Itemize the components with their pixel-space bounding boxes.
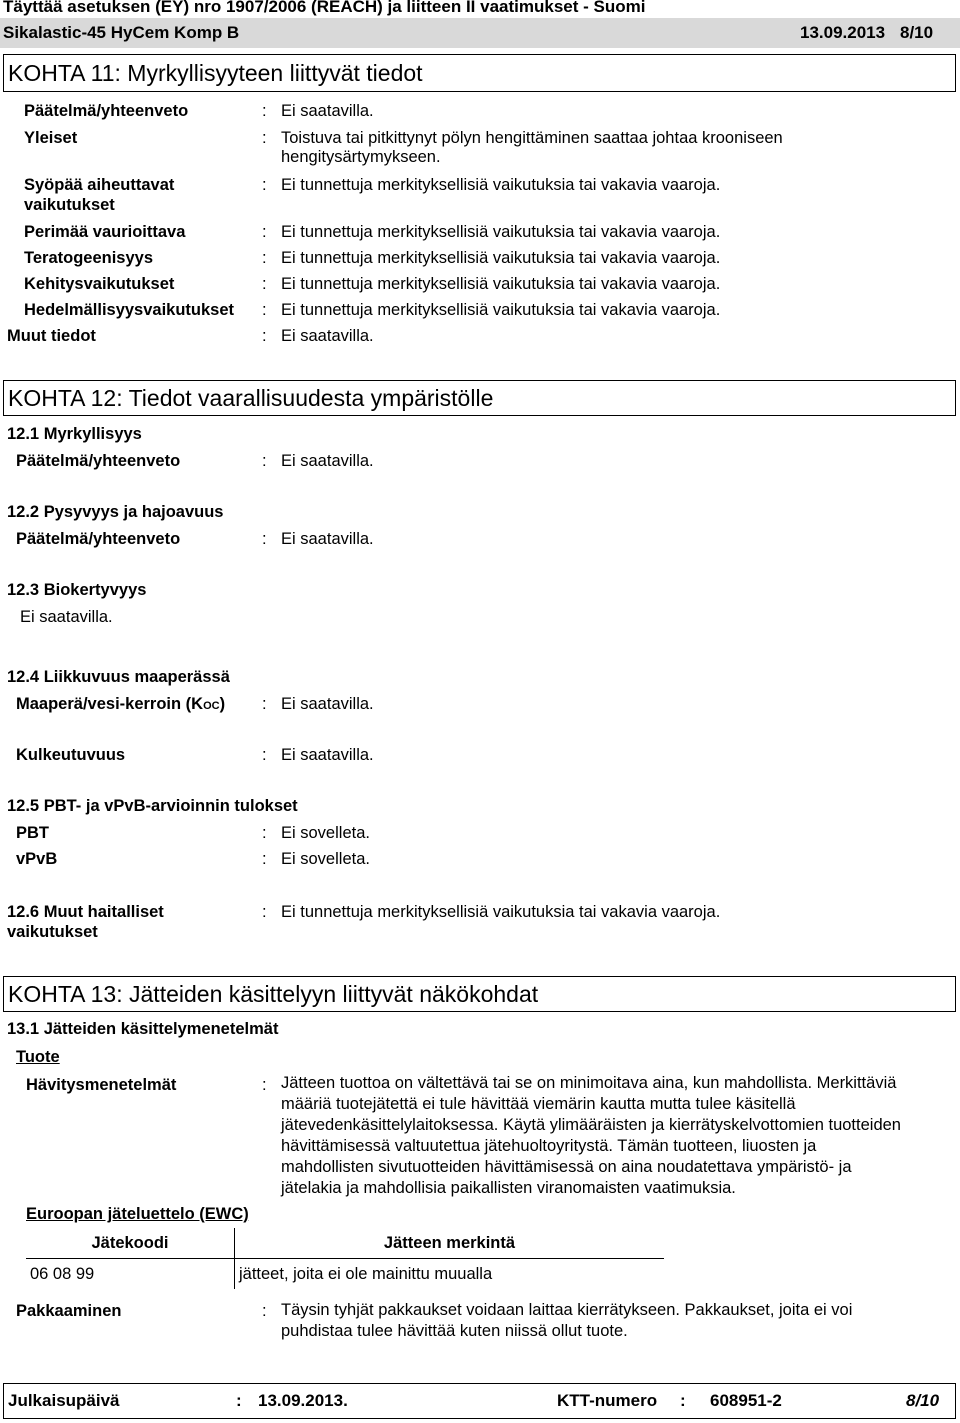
row-colon: : [262,102,267,120]
koc-label: Maaperä/vesi-kerroin (KOC) [16,695,226,713]
row-colon: : [262,746,267,764]
row-value: Ei tunnettuja merkityksellisiä vaikutuksia tai vakavia vaaroja. [281,223,721,241]
row-value: Ei tunnettuja merkityksellisiä vaikutuksia tai vakavia vaaroja. [281,301,721,319]
row-label: Päätelmä/yhteenveto [16,530,181,548]
row-colon: : [262,249,267,267]
footer-colon: : [236,1391,242,1410]
row-colon: : [262,850,267,868]
row-label: Päätelmä/yhteenveto [16,452,181,470]
row-colon: : [262,176,267,194]
row-colon: : [262,1076,267,1094]
row-value: Ei tunnettuja merkityksellisiä vaikutuksia tai vakavia vaaroja. [281,176,721,194]
packaging-text [281,1301,852,1343]
row-label: Kehitysvaikutukset [24,275,175,293]
row-colon: : [262,530,267,548]
subsection-12-6: 12.6 Muut haitalliset [7,903,164,921]
subsection-12-6-cont: vaikutukset [7,923,98,941]
row-colon: : [262,1302,267,1320]
row-value: Ei saatavilla. [281,530,374,548]
product-heading: Tuote [16,1048,60,1066]
row-value: Ei tunnettuja merkityksellisiä vaikutuksia tai vakavia vaaroja. [281,903,721,921]
row-label: PBT [16,824,49,842]
row-colon: : [262,275,267,293]
row-value: Ei sovelleta. [281,850,370,868]
row-value: Ei tunnettuja merkityksellisiä vaikutuksia tai vakavia vaaroja. [281,275,721,293]
subsection-12-1: 12.1 Myrkyllisyys [7,425,142,443]
row-label: Teratogeenisyys [24,249,154,267]
row-colon: : [262,903,267,921]
row-value: Ei saatavilla. [281,695,374,713]
ewc-table [26,1228,664,1289]
row-label: Kulkeutuvuus [16,746,126,764]
row-label: Perimää vaurioittava [24,223,186,241]
packaging-line: puhdistaa tulee hävittää kuten niissä ollut tuote. [281,1322,628,1340]
table-header-row [26,1228,664,1259]
subsection-13-1: 13.1 Jätteiden käsittelymenetelmät [7,1020,279,1038]
subsection-12-3: 12.3 Biokertyvyys [7,581,147,599]
disposal-line: jätevedenkäsittelylaitoksessa. Käytä ylimääräisten ja kierrätyskelvottomien tuotteiden [281,1116,901,1134]
row-colon: : [262,824,267,842]
ewc-description: jätteet, joita ei ole mainittu muualla [235,1259,665,1290]
row-label: Muut tiedot [7,327,96,345]
header-bar [0,18,960,48]
footer-ktt-label: KTT-numero [557,1391,658,1410]
row-label-cont: vaikutukset [24,196,115,214]
row-value: Ei saatavilla. [281,452,374,470]
ewc-code-header: Jätekoodi [26,1228,235,1259]
row-value: Ei saatavilla. [20,608,113,626]
disposal-line: jätelakia ja mahdollisia paikallisten viranomaisten vaatimuksia. [281,1179,736,1197]
header-date: 13.09.2013 [800,23,886,42]
row-label: Päätelmä/yhteenveto [24,102,189,120]
footer-page: 8/10 [906,1391,940,1410]
row-colon: : [262,301,267,319]
row-label: Pakkaaminen [16,1302,122,1320]
row-colon: : [262,223,267,241]
row-label: vPvB [16,850,58,868]
table-row [26,1259,664,1290]
ewc-heading: Euroopan jäteluettelo (EWC) [26,1205,249,1223]
footer-ktt-value: 608951-2 [710,1391,782,1410]
regulation-line: Täyttää asetuksen (EY) nro 1907/2006 (REACH) ja liitteen II vaatimukset - Suomi [3,0,646,16]
disposal-text [281,1074,901,1200]
packaging-line: Täysin tyhjät pakkaukset voidaan laittaa kierrätykseen. Pakkaukset, joita ei voi [281,1301,853,1319]
disposal-line: mahdollisten sivutuotteiden hävittämisessä on aina noudatettava ympäristö- ja [281,1158,852,1176]
row-value: Ei saatavilla. [281,746,374,764]
section-11-title: KOHTA 11: Myrkyllisyyteen liittyvät tiedot [3,54,956,92]
section-13-title: KOHTA 13: Jätteiden käsittelyyn liittyvät näkökohdat [3,976,956,1012]
footer-colon: : [680,1391,686,1410]
disposal-line: hävittämisessä valtuutettua jätehuoltoyritystä. Tämän tuotteen, liuosten ja [281,1137,817,1155]
footer [3,1383,956,1419]
header-page: 8/10 [900,23,934,42]
row-value-cont: hengitysärtymykseen. [281,148,441,166]
ewc-desc-header: Jätteen merkintä [235,1228,665,1259]
row-value: Ei tunnettuja merkityksellisiä vaikutuksia tai vakavia vaaroja. [281,249,721,267]
footer-pub-label: Julkaisupäivä [8,1391,120,1410]
row-value: Ei saatavilla. [281,102,374,120]
row-colon: : [262,695,267,713]
subsection-12-5: 12.5 PBT- ja vPvB-arvioinnin tulokset [7,797,298,815]
footer-pub-value: 13.09.2013. [258,1391,348,1410]
subsection-12-4: 12.4 Liikkuvuus maaperässä [7,668,230,686]
row-value: Ei saatavilla. [281,327,374,345]
disposal-line: määriä tuotejätettä ei tule hävittää viemärin kautta mutta tulee käsitellä [281,1095,796,1113]
row-colon: : [262,452,267,470]
disposal-line: Jätteen tuottoa on vältettävä tai se on minimoitava aina, kun mahdollista. Merkittäviä [281,1074,897,1092]
subsection-12-2: 12.2 Pysyvyys ja hajoavuus [7,503,224,521]
row-colon: : [262,327,267,345]
row-colon: : [262,129,267,147]
row-label: Hedelmällisyysvaikutukset [24,301,235,319]
row-label: Hävitysmenetelmät [26,1076,177,1094]
section-12-title: KOHTA 12: Tiedot vaarallisuudesta ympäristölle [3,380,956,416]
row-value: Toistuva tai pitkittynyt pölyn hengittäminen saattaa johtaa krooniseen [281,129,783,147]
product-name: Sikalastic-45 HyCem Komp B [3,23,240,42]
row-value: Ei sovelleta. [281,824,370,842]
row-label: Yleiset [24,129,78,147]
row-label: Syöpää aiheuttavat [24,176,175,194]
ewc-code: 06 08 99 [26,1259,235,1290]
